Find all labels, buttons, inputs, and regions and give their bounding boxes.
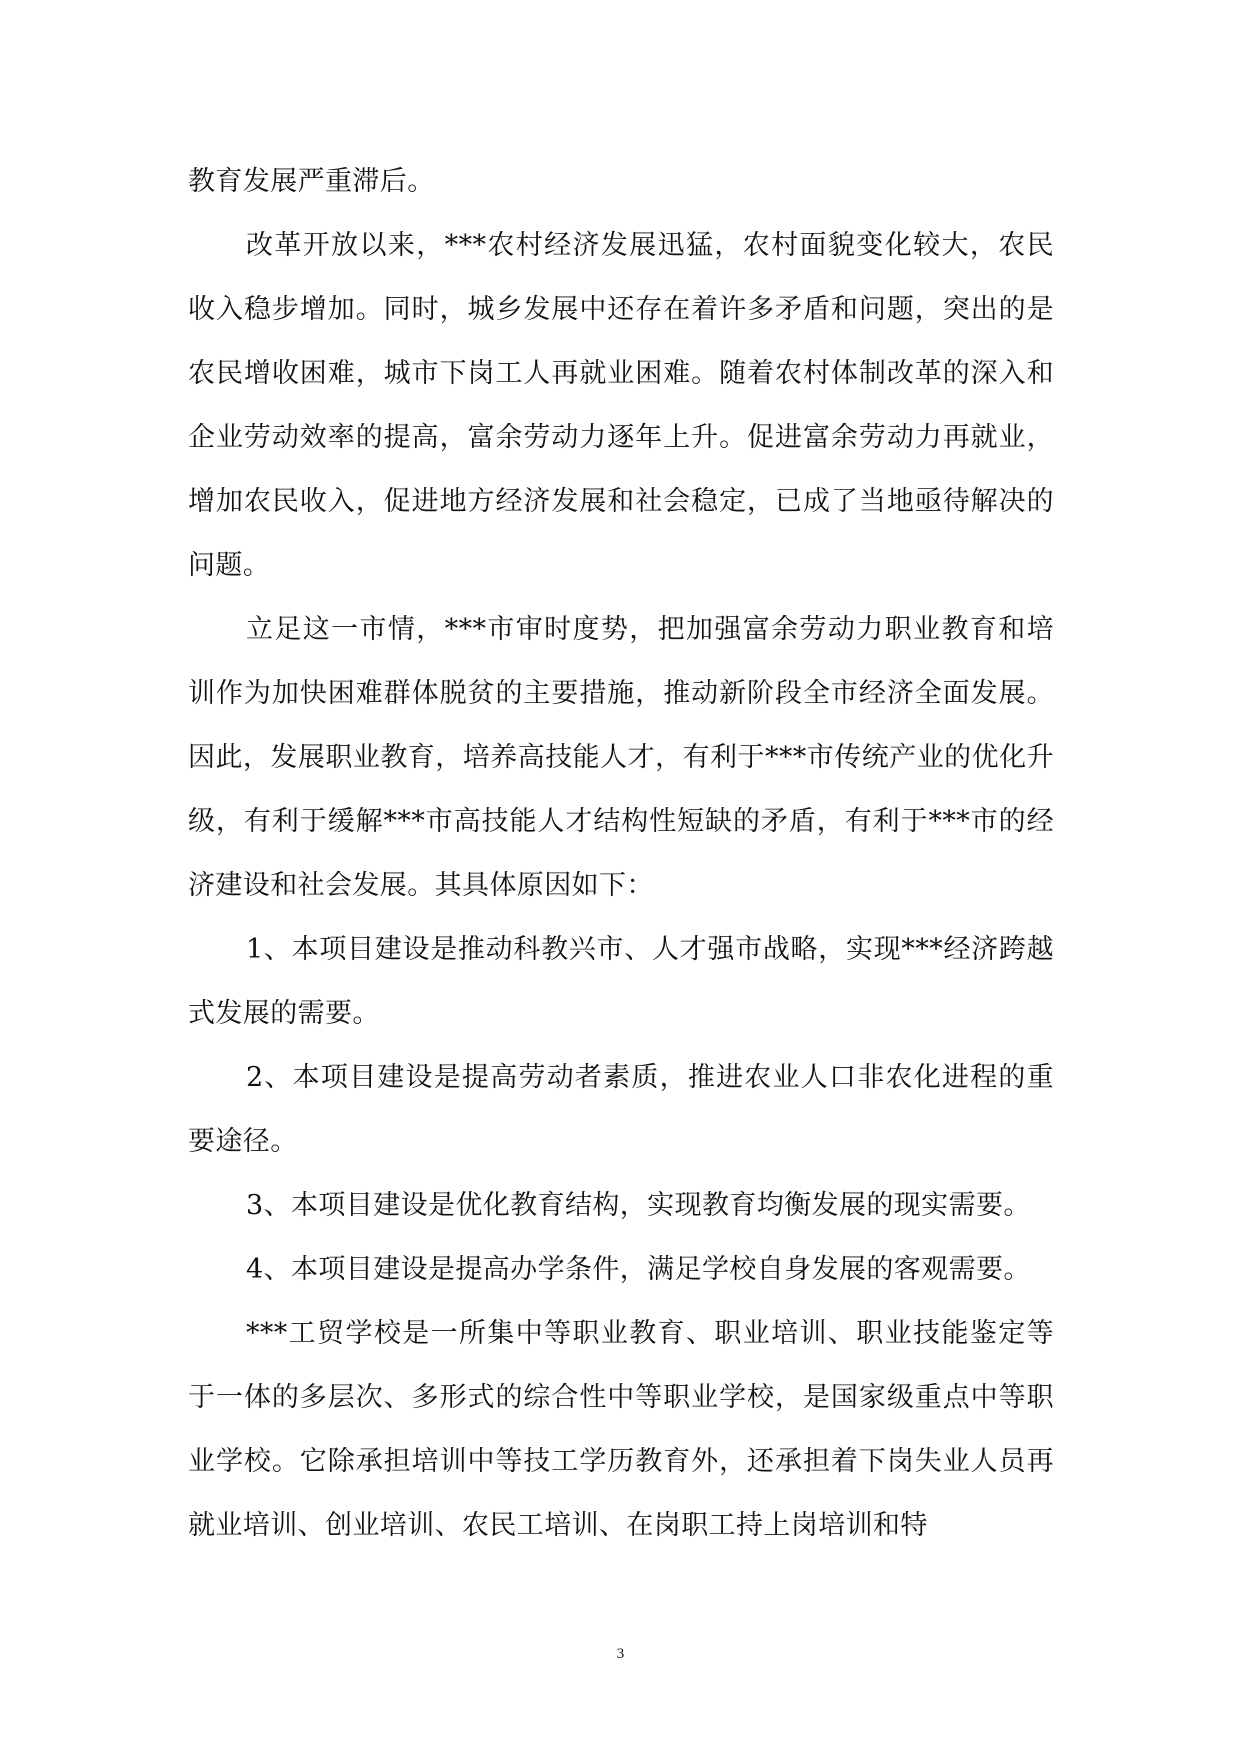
paragraph: 教育发展严重滞后。	[188, 166, 435, 197]
paragraph: 立足这一市情，***市审时度势，把加强富余劳动力职业教育和培训作为加快困难群体脱贫的主要措施，推动新阶段全市经济全面发展。因此，发展职业教育，培养高技能人才，有利于***市传统产业的优化升级，有利于缓解***市高技能人才结构性短缺的矛盾，有利于***市的经济建设和社会发展。其具体原因如下：	[188, 614, 1054, 901]
page-number: 3	[616, 1646, 625, 1662]
list-item: 2、本项目建设是提高劳动者素质，推进农业人口非农化进程的重要途径。	[188, 1062, 1054, 1157]
paragraph: ***工贸学校是一所集中等职业教育、职业培训、职业技能鉴定等于一体的多层次、多形式的综合性中等职业学校，是国家级重点中等职业学校。它除承担培训中等技工学历教育外，还承担着下岗失业人员再就业培训、创业培训、农民工培训、在岗职工持上岗培训和特	[188, 1318, 1054, 1541]
list-item: 1、本项目建设是推动科教兴市、人才强市战略，实现***经济跨越式发展的需要。	[188, 934, 1054, 1029]
document-body	[188, 150, 1054, 1558]
list-item: 3、本项目建设是优化教育结构，实现教育均衡发展的现实需要。	[246, 1190, 1031, 1221]
list-item: 4、本项目建设是提高办学条件，满足学校自身发展的客观需要。	[246, 1254, 1031, 1285]
paragraph: 改革开放以来，***农村经济发展迅猛，农村面貌变化较大，农民收入稳步增加。同时，城乡发展中还存在着许多矛盾和问题，突出的是农民增收困难，城市下岗工人再就业困难。随着农村体制改革的深入和企业劳动效率的提高，富余劳动力逐年上升。促进富余劳动力再就业，增加农民收入，促进地方经济发展和社会稳定，已成了当地亟待解决的问题。	[188, 230, 1054, 581]
